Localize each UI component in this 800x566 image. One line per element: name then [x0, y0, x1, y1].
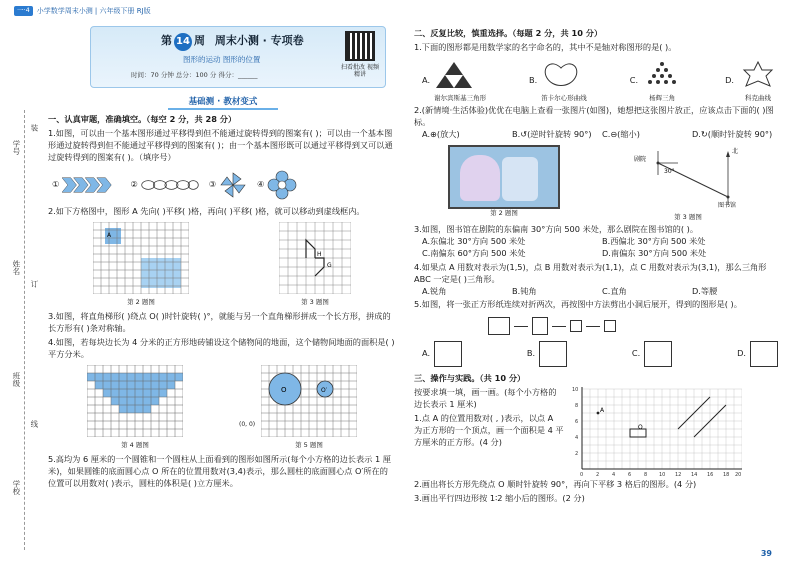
figure-r2 — [448, 145, 560, 222]
svg-text:6: 6 — [628, 472, 632, 478]
question-1-3: 3.如图，将直角梯形( )绕点 O( )时针旋转( )°，就能与另一个直角梯形拼成一个长方形，拼成的长方形有( )条对称轴。 — [48, 311, 391, 333]
grid-figure-2 — [93, 222, 189, 294]
q2-4-option-d[interactable]: D.等腰 — [692, 285, 718, 296]
unfold-d-icon — [750, 341, 778, 367]
svg-text:10: 10 — [572, 387, 579, 394]
section-banner: 基础测 · 教材变式 — [168, 96, 278, 110]
q2-2-option-b[interactable]: B.↺(逆时针旋转 90°) — [512, 128, 592, 139]
unfold-b-icon — [539, 341, 567, 367]
option-d[interactable]: D. 科克曲线 — [725, 60, 778, 103]
section-3-text — [414, 385, 564, 477]
figure-5-caption: 第 5 题图 — [295, 440, 323, 449]
figure-r3-caption: 第 3 题图 — [674, 212, 702, 221]
figures-4-5 — [48, 365, 396, 450]
q2-4-option-c[interactable]: C.直角 — [602, 285, 627, 296]
flower-pattern-icon — [267, 170, 297, 200]
figure-4 — [87, 365, 183, 450]
binding-mark-2: 订 — [29, 280, 39, 288]
question-2-4: 4.如果点 A 用数对表示为(1,5)，点 B 用数对表示为(1,1)，点 C 用数对表示为(3,1)，那么三角形 ABC 一定是( )三角形。 — [414, 261, 767, 284]
question-2-3: 3.如图，图书馆在剧院的东偏南 30°方向 500 米处，那么剧院在图书馆的( )。 — [414, 224, 699, 235]
section-2-heading: 二、反复比较，慎重选择。（每题 2 分，共 10 分） — [414, 28, 603, 38]
binding-dashed-line — [24, 110, 25, 550]
koch-snowflake-icon — [738, 60, 778, 90]
left-column — [48, 26, 396, 490]
title-box — [90, 26, 386, 88]
figures-r2-r3 — [414, 145, 782, 222]
svg-text:4: 4 — [575, 435, 579, 442]
svg-text:6: 6 — [575, 419, 579, 426]
page-number: 39 — [760, 549, 772, 559]
series-tag: 一·4 — [14, 6, 33, 15]
svg-text:O′: O′ — [321, 386, 328, 394]
grid-figure-4 — [87, 365, 183, 437]
question-1-1: 1.如图，可以由一个基本图形通过平移得到但不能通过旋转得到的图案有( )；可以由一个基本图形通过旋转得到但不能通过平移得到的图案有( )；由一个基本图形既可以通过平移得到又可以通过旋转得到的图案有( )。（填序号） — [48, 128, 393, 162]
svg-text:图书馆: 图书馆 — [718, 201, 737, 209]
q2-3-options — [422, 236, 782, 260]
binding-label-class: 班级 — [11, 372, 21, 387]
unfold-a-icon — [434, 341, 462, 367]
q2-4-options — [422, 286, 782, 298]
svg-text:12: 12 — [675, 472, 682, 478]
week-badge: 14 — [174, 33, 192, 51]
figure-r2-caption: 第 2 题图 — [490, 208, 518, 217]
svg-text:20: 20 — [735, 472, 742, 478]
svg-text:H: H — [317, 250, 322, 258]
qr-caption: 扫看批改 视频精讲 — [341, 64, 379, 79]
exam-meta: 时间：70 分钟 总分：100 分 得分：______ — [131, 71, 258, 79]
folding-steps — [488, 317, 782, 335]
binding-strip — [0, 110, 46, 550]
binding-label-name: 姓名 — [11, 260, 21, 275]
svg-text:14: 14 — [691, 472, 698, 478]
pattern-label-4: ④ — [257, 178, 265, 189]
svg-text:0: 0 — [580, 472, 584, 478]
q2-3-option-b[interactable]: B.西偏北 30°方向 500 米处 — [602, 235, 706, 246]
direction-map — [628, 145, 748, 209]
question-1-2: 2.如下方格图中，图形 A 先向( )平移( )格，再向( )平移( )格，就可以移动到虚线框内。 — [48, 205, 365, 216]
fold-step-2 — [532, 317, 548, 335]
qr-code[interactable] — [345, 31, 375, 61]
figure-3-caption: 第 3 题图 — [301, 297, 329, 306]
practice-2: 2.画出将长方形先绕点 O 顺时针旋转 90°，再向下平移 3 格后的图形。(4 分) — [414, 479, 697, 490]
q2-2-options — [422, 129, 782, 141]
svg-text:剧院: 剧院 — [634, 155, 647, 163]
svg-text:2: 2 — [575, 451, 579, 458]
section-1-heading: 一、认真审题，准确填空。（每空 2 分，共 28 分） — [48, 114, 237, 125]
q2-5-options — [422, 341, 778, 367]
svg-text:4: 4 — [612, 472, 616, 478]
pattern-label-2: ② — [130, 178, 138, 189]
question-1-5: 5.高均为 6 厘米的一个圆锥和一个圆柱从上面看到的图形如图所示(每个小方格的边长表示 1 厘米)，如果圆锥的底面圆心点 O 所在的位置用数对(3,4)表示，那么圆柱的底面圆心点 O′所在的位置可以用数对( )表示，圆柱的体积是( )立方厘米。 — [48, 453, 391, 488]
figure-2 — [93, 222, 189, 307]
q2-4-option-b[interactable]: B.钝角 — [512, 285, 537, 296]
series-header — [14, 6, 151, 16]
rotated-photo — [448, 145, 560, 209]
q2-5-option-b[interactable]: B. — [527, 341, 567, 367]
cardioid-icon — [541, 60, 581, 90]
figure-2-caption: 第 2 题图 — [127, 297, 155, 306]
q2-3-option-c[interactable]: C.南偏东 60°方向 500 米处 — [422, 247, 526, 258]
binding-label-id: 学号 — [11, 140, 21, 155]
fold-step-4 — [604, 320, 616, 332]
page-title: 第 14 周 周末小测 · 专项卷 — [161, 33, 304, 51]
yanghui-triangle-icon — [642, 60, 682, 90]
grid-figure-3 — [279, 222, 351, 294]
svg-text:A: A — [600, 407, 605, 415]
q2-5-option-c[interactable]: C. — [632, 341, 672, 367]
series-title: 小学数学周末小测 | 六年级下册 RJ版 — [36, 7, 151, 15]
section-3-body — [414, 385, 782, 477]
binding-mark-1: 装 — [29, 124, 39, 132]
svg-text:O: O — [638, 424, 643, 432]
figure-4-caption: 第 4 题图 — [121, 440, 149, 449]
option-c[interactable]: C. 杨辉三角 — [630, 60, 682, 103]
binding-label-school: 学校 — [11, 480, 21, 495]
sierpinski-triangle-icon — [434, 60, 474, 90]
svg-text:16: 16 — [707, 472, 714, 478]
chevron-pattern-icon — [62, 173, 120, 197]
question-2-5: 5.如图，将一张正方形纸连续对折两次，再按图中方法剪出小洞后展开，得到的图形是( )。 — [414, 299, 742, 310]
origin-label: (0, 0) — [239, 420, 256, 428]
fold-step-1 — [488, 317, 510, 335]
question-2-2: 2.(新情境·生活体验)优优在电脑上查看一张图片(如图)，她想把这张图片放正，应该点击下面的( )图标。 — [414, 105, 774, 127]
section-3-heading: 三、操作与实践。（共 10 分） — [414, 373, 526, 384]
practice-intro: 按要求填一填，画一画。(每个小方格的边长表示 1 厘米) — [414, 387, 557, 410]
svg-text:O: O — [281, 385, 287, 394]
option-a[interactable]: A. 谢尔宾斯基三角形 — [422, 60, 486, 103]
option-b[interactable]: B. 笛卡尔心形曲线 — [529, 60, 587, 103]
svg-text:北: 北 — [732, 147, 739, 155]
coordinate-grid — [570, 385, 742, 477]
chain-pattern-icon — [141, 173, 199, 197]
figure-r3 — [628, 145, 748, 222]
figures-2-3 — [48, 222, 396, 307]
svg-text:A: A — [107, 231, 112, 239]
unfold-c-icon — [644, 341, 672, 367]
fold-step-3 — [570, 320, 582, 332]
svg-text:G: G — [327, 261, 332, 269]
right-column — [414, 26, 782, 505]
svg-text:8: 8 — [644, 472, 648, 478]
pattern-figures — [52, 170, 396, 200]
q2-2-option-d[interactable]: D.↻(顺时针旋转 90°) — [692, 128, 773, 139]
svg-text:10: 10 — [659, 472, 666, 478]
pattern-label-1: ① — [52, 178, 60, 189]
svg-text:8: 8 — [575, 403, 579, 410]
q2-2-option-a[interactable]: A.⊕(放大) — [422, 128, 460, 139]
q2-2-option-c[interactable]: C.⊖(缩小) — [602, 128, 640, 139]
question-2-1: 1.下面的图形都是用数学家的名字命名的，其中不是轴对称图形的是( )。 — [414, 41, 677, 52]
pinwheel-icon — [219, 171, 247, 199]
q2-5-option-d[interactable]: D. — [737, 341, 778, 367]
practice-3: 3.画出平行四边形按 1∶2 缩小后的图形。(2 分) — [414, 493, 585, 504]
q2-5-option-a[interactable]: A. — [422, 341, 462, 367]
q2-1-options — [422, 60, 778, 103]
figure-5 — [239, 365, 357, 450]
svg-text:30°: 30° — [664, 167, 675, 175]
grid-figure-5 — [261, 365, 357, 437]
q2-4-option-a[interactable]: A.锐角 — [422, 285, 447, 296]
question-1-4: 4.如图，若每块边长为 4 分米的正方形地砖铺设这个储物间的地面，这个储物间地面的面积是( )平方分米。 — [48, 336, 395, 359]
pattern-label-3: ③ — [208, 178, 217, 189]
page-subtitle: 图形的运动 图形的位置 — [183, 55, 261, 64]
q2-3-option-a[interactable]: A.东偏北 30°方向 500 米处 — [422, 235, 526, 246]
practice-1: 1.点 A 的位置用数对( , )表示，以点 A 为正方形的一个顶点，画一个面积是 4 平方厘米的正方形。(4 分) — [414, 412, 564, 447]
svg-text:18: 18 — [723, 472, 730, 478]
figure-3 — [279, 222, 351, 307]
svg-text:2: 2 — [596, 472, 600, 478]
q2-3-option-d[interactable]: D.南偏东 30°方向 500 米处 — [602, 247, 707, 258]
binding-mark-3: 线 — [29, 420, 39, 428]
